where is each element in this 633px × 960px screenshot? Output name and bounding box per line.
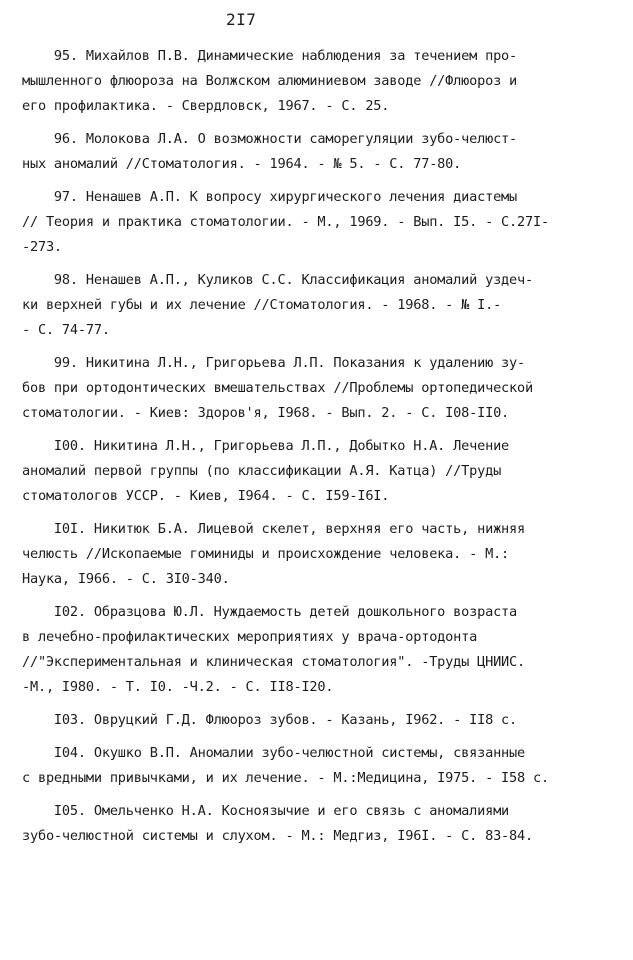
reference-entry xyxy=(22,351,612,426)
reference-line: Наука, I966. - С. 3I0-340. xyxy=(22,571,230,587)
reference-line: 98. Ненашев А.П., Куликов С.С. Классификация аномалий уздеч- xyxy=(22,272,533,288)
reference-line: бов при ортодонтических вмешательствах //Проблемы ортопедической xyxy=(22,380,533,396)
reference-list xyxy=(22,44,612,857)
reference-line: I05. Омельченко Н.А. Косноязычие и его связь с аномалиями xyxy=(22,803,510,819)
reference-entry xyxy=(22,127,612,177)
reference-line: аномалий первой группы (по классификации А.Я. Катца) //Труды xyxy=(22,463,502,479)
reference-line: //"Экспериментальная и клиническая стоматология". -Труды ЦНИИС. xyxy=(22,654,526,670)
reference-line: его профилактика. - Свердловск, 1967. - С. 25. xyxy=(22,98,390,114)
reference-entry xyxy=(22,185,612,260)
reference-line: -273. xyxy=(22,239,62,255)
reference-line: - С. 74-77. xyxy=(22,322,110,338)
reference-entry xyxy=(22,600,612,700)
reference-line: I00. Никитина Л.Н., Григорьева Л.П., Добытко Н.А. Лечение xyxy=(22,438,510,454)
reference-line: 95. Михайлов П.В. Динамические наблюдения за течением про- xyxy=(22,48,518,64)
reference-line: в лечебно-профилактических мероприятиях у врача-ортодонта xyxy=(22,629,478,645)
reference-line: -М., I980. - Т. I0. -Ч.2. - С. II8-I20. xyxy=(22,679,334,695)
reference-entry xyxy=(22,741,612,791)
reference-entry xyxy=(22,708,612,733)
reference-entry xyxy=(22,434,612,509)
reference-line: стоматологов УССР. - Киев, I964. - С. I59-I6I. xyxy=(22,488,390,504)
page-number: 2I7 xyxy=(226,10,257,29)
reference-line: ных аномалий //Стоматология. - 1964. - № 5. - С. 77-80. xyxy=(22,156,462,172)
reference-entry xyxy=(22,268,612,343)
reference-line: 99. Никитина Л.Н., Григорьева Л.П. Показания к удалению зу- xyxy=(22,355,526,371)
reference-line: 96. Молокова Л.А. О возможности саморегуляции зубо-челюст- xyxy=(22,131,518,147)
reference-line: // Теория и практика стоматологии. - М., 1969. - Вып. I5. - С.27I- xyxy=(22,214,549,230)
reference-line: стоматологии. - Киев: Здоров'я, I968. - Вып. 2. - С. I08-II0. xyxy=(22,405,510,421)
reference-line: с вредными привычками, и их лечение. - М.:Медицина, I975. - I58 с. xyxy=(22,770,549,786)
reference-line: I04. Окушко В.П. Аномалии зубо-челюстной системы, связанные xyxy=(22,745,526,761)
reference-entry xyxy=(22,799,612,849)
reference-line: ки верхней губы и их лечение //Стоматология. - 1968. - № I.- xyxy=(22,297,502,313)
reference-line: мышленного флюороза на Волжском алюминиевом заводе //Флюороз и xyxy=(22,73,518,89)
reference-line: 97. Ненашев А.П. К вопросу хирургического лечения диастемы xyxy=(22,189,518,205)
reference-line: I0I. Никитюк Б.А. Лицевой скелет, верхняя его часть, нижняя xyxy=(22,521,526,537)
reference-entry xyxy=(22,44,612,119)
reference-line: зубо-челюстной системы и слухом. - М.: Медгиз, I96I. - С. 83-84. xyxy=(22,828,533,844)
reference-entry xyxy=(22,517,612,592)
reference-line: I02. Образцова Ю.Л. Нуждаемость детей дошкольного возраста xyxy=(22,604,518,620)
reference-line: челюсть //Ископаемые гоминиды и происхождение человека. - М.: xyxy=(22,546,510,562)
reference-line: I03. Овруцкий Г.Д. Флюороз зубов. - Казань, I962. - II8 с. xyxy=(22,712,518,728)
